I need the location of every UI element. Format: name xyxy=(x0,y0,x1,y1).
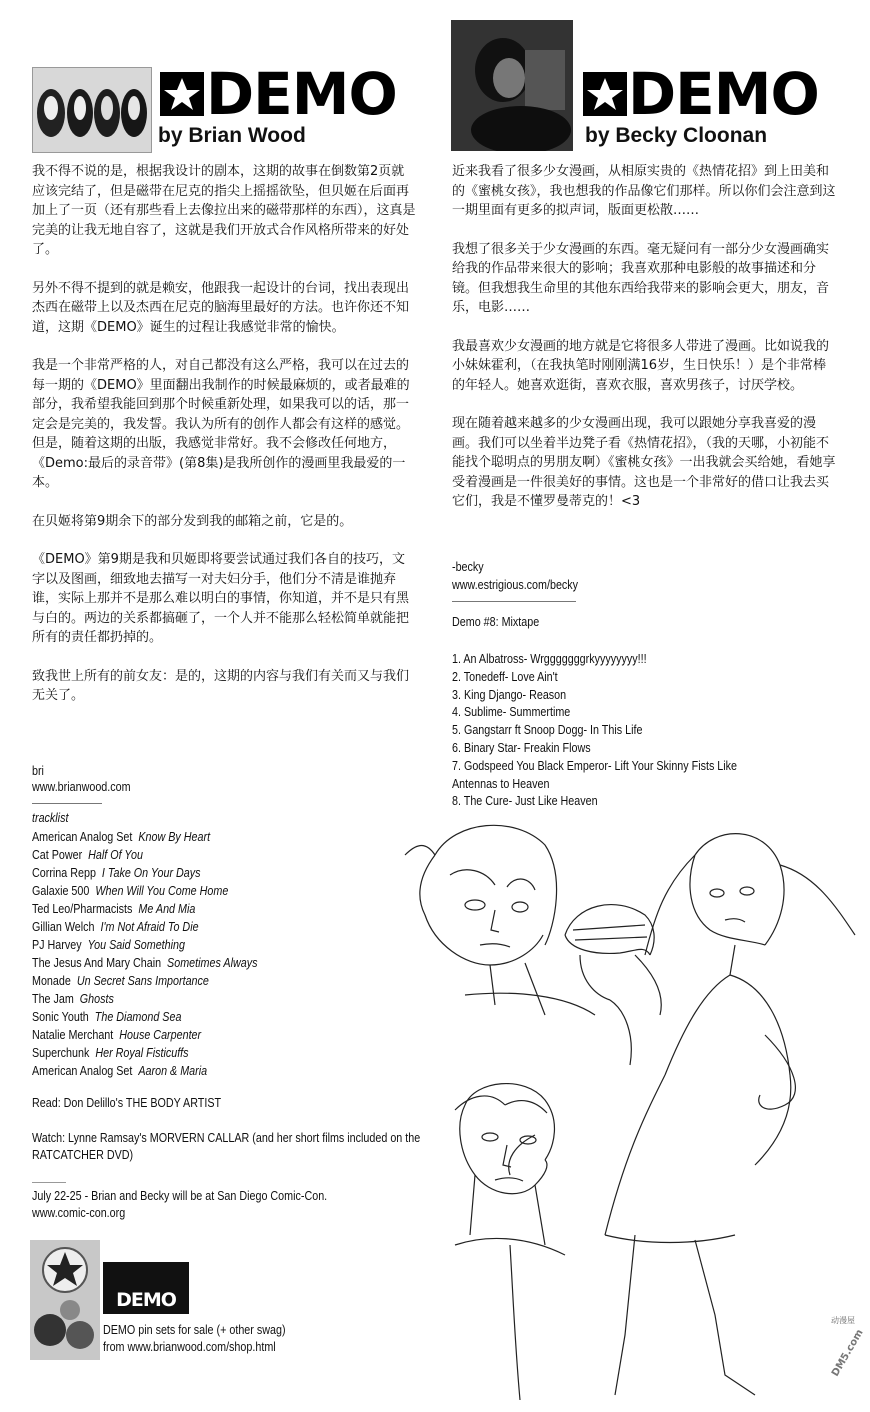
list-item: 3. King Django- Reason xyxy=(452,687,567,702)
tracklist xyxy=(32,828,257,1080)
read-recommendation: Read: Don Delillo's THE BODY ARTIST xyxy=(32,1096,222,1110)
paragraph: 现在随着越来越多的少女漫画出现，我可以跟她分享我喜爱的漫画。我们可以坐着半边凳子看《热情花招》，（我的天哪，小初能不能找个聪明点的男朋友啊）《蜜桃女孩》一出我就会买给她，看她享受着漫画是一件很美好的事情。这也是一个非常好的借口让我去买它们，我是不懂罗曼蒂克的！<3 xyxy=(452,416,836,509)
list-item: 1. An Albatross- Wrgggggggrkyyyyyyyy!!! xyxy=(452,652,647,666)
website-link[interactable]: www.brianwood.com xyxy=(32,780,131,794)
signature: bri xyxy=(32,764,44,778)
watermark-text: 动漫屋 xyxy=(831,1316,855,1325)
watch-recommendation-cont: RATCATCHER DVD) xyxy=(32,1148,134,1162)
star-icon xyxy=(160,72,204,116)
event-link[interactable]: www.comic-con.org xyxy=(32,1206,126,1220)
list-item: The Jesus And Mary Chain Sometimes Always xyxy=(32,956,258,970)
list-item: 4. Sublime- Summertime xyxy=(452,705,571,720)
list-item: 2. Tonedeff- Love Ain't xyxy=(452,669,558,684)
pins-notice: DEMO pin sets for sale (+ other swag) xyxy=(103,1323,286,1337)
paragraph: 近来我看了很多少女漫画，从相原实贵的《热情花招》到上田美和的《蜜桃女孩》，我也想我的作品像它们那样。所以你们会注意到这一期里面有更多的拟声词，版面更松散…… xyxy=(452,164,836,218)
list-item: Galaxie 500 When Will You Come Home xyxy=(32,884,229,898)
pins-photo xyxy=(30,1240,100,1360)
paragraph: 致我世上所有的前女友：是的，这期的内容与我们有关而又与我们无关了。 xyxy=(32,668,410,703)
list-item: 6. Binary Star- Freakin Flows xyxy=(452,740,591,755)
character-sketches xyxy=(395,815,865,1405)
mixtape-list xyxy=(452,651,737,811)
demo-pin xyxy=(103,1262,189,1314)
shop-link[interactable]: from www.brianwood.com/shop.html xyxy=(103,1340,276,1354)
paragraph: 我不得不说的是，根据我设计的剧本，这期的故事在倒数第2页就应该完结了，但是磁带在尼克的指尖上摇摇欲坠，但贝姬在后面再加上了一页（还有那些看上去像拉出来的磁带那样的东西），这真是完美的让我无地自容了，这就是我们开放式合作风格所带来的好处了。 xyxy=(32,164,416,257)
mixtape-title: Demo #8: Mixtape xyxy=(452,615,540,629)
author-byline: by Becky Cloonan xyxy=(585,124,768,147)
list-item: Ted Leo/Pharmacists Me And Mia xyxy=(32,902,196,916)
website-link[interactable]: www.estrigious.com/becky xyxy=(452,578,579,592)
list-item: Gillian Welch I'm Not Afraid To Die xyxy=(32,920,199,934)
watermark-logo xyxy=(822,1315,864,1377)
demo-pin-logo: DEMO xyxy=(116,1289,176,1311)
tracklist-label: tracklist xyxy=(32,811,69,825)
list-item: Superchunk Her Royal Fisticuffs xyxy=(32,1046,189,1060)
list-item: 5. Gangstarr ft Snoop Dogg- In This Life xyxy=(452,723,643,738)
list-item: American Analog Set Aaron & Maria xyxy=(32,1064,208,1078)
signature: -becky xyxy=(452,560,484,574)
watch-recommendation: Watch: Lynne Ramsay's MORVERN CALLAR (and her short films included on the xyxy=(32,1131,421,1145)
paragraph: 《DEMO》第9期是我和贝姬即将要尝试通过我们各自的技巧，文字以及图画，细致地去描写一对夫妇分手，他们分不清是谁抛弃谁，实际上那并不是那么难以明白的事情，你知道，并不是只有黑与白的。两边的关系都搞砸了，一个人并不能那么轻松简单就能把所有的责任都扔掉的。 xyxy=(32,552,410,645)
list-item: 8. The Cure- Just Like Heaven xyxy=(452,794,598,809)
author-photo xyxy=(451,20,573,151)
shoes-photo xyxy=(32,67,152,153)
list-item: American Analog Set Know By Heart xyxy=(32,830,211,844)
demo-logo: DEMO xyxy=(206,60,397,128)
brian-essay xyxy=(32,162,416,706)
divider xyxy=(452,601,576,602)
list-item: Antennas to Heaven xyxy=(452,776,550,791)
list-item: Natalie Merchant House Carpenter xyxy=(32,1028,202,1042)
paragraph: 我最喜欢少女漫画的地方就是它将很多人带进了漫画。比如说我的小妹妹霍利，（在我执笔时刚刚满16岁，生日快乐！）是个非常棒的年轻人。她喜欢逛街，喜欢衣服，喜欢男孩子，讨厌学校。 xyxy=(452,338,830,393)
list-item: Monade Un Secret Sans Importance xyxy=(32,974,209,988)
paragraph: 我是一个非常严格的人，对自己都没有这么严格，我可以在过去的每一期的《DEMO》里面翻出我制作的时候最麻烦的，或者最难的部分，我希望我能回到那个时候重新处理，如果我可以的话，那一定会是完美的，我发誓。我认为所有的创作人都会有这样的感觉。但是，随着这期的出版，我感觉非常好。我不会修改任何地方，《Demo:最后的录音带》(第8集)是我所创作的漫画里我最爱的一本。 xyxy=(32,358,410,490)
demo-logo: DEMO xyxy=(628,60,819,128)
list-item: PJ Harvey You Said Something xyxy=(32,938,185,952)
list-item: 7. Godspeed You Black Emperor- Lift Your Skinny Fists Like xyxy=(452,758,738,773)
list-item: Corrina Repp I Take On Your Days xyxy=(32,866,201,880)
paragraph: 在贝姬将第9期余下的部分发到我的邮箱之前，它是的。 xyxy=(32,513,353,529)
event-notice: July 22-25 - Brian and Becky will be at San Diego Comic-Con. xyxy=(32,1189,328,1203)
list-item: Sonic Youth The Diamond Sea xyxy=(32,1010,182,1024)
watermark-text: DM5.com xyxy=(830,1327,866,1379)
author-byline: by Brian Wood xyxy=(158,124,306,147)
divider xyxy=(32,803,102,804)
paragraph: 另外不得不提到的就是赖安，他跟我一起设计的台词，找出表现出杰西在磁带上以及杰西在尼克的脑海里最好的方法。也许你还不知道，这期《DEMO》诞生的过程让我感觉非常的愉快。 xyxy=(32,280,410,335)
list-item: The Jam Ghosts xyxy=(32,992,114,1006)
paragraph: 我想了很多关于少女漫画的东西。毫无疑问有一部分少女漫画确实给我的作品带来很大的影响；我喜欢那种电影般的故事描述和分镜。但我想我生命里的其他东西给我带来的影响会更大，朋友，音乐，电影…… xyxy=(452,241,830,315)
list-item: Cat Power Half Of You xyxy=(32,848,143,862)
star-icon xyxy=(583,72,627,116)
becky-essay xyxy=(452,162,837,512)
divider xyxy=(32,1182,66,1183)
